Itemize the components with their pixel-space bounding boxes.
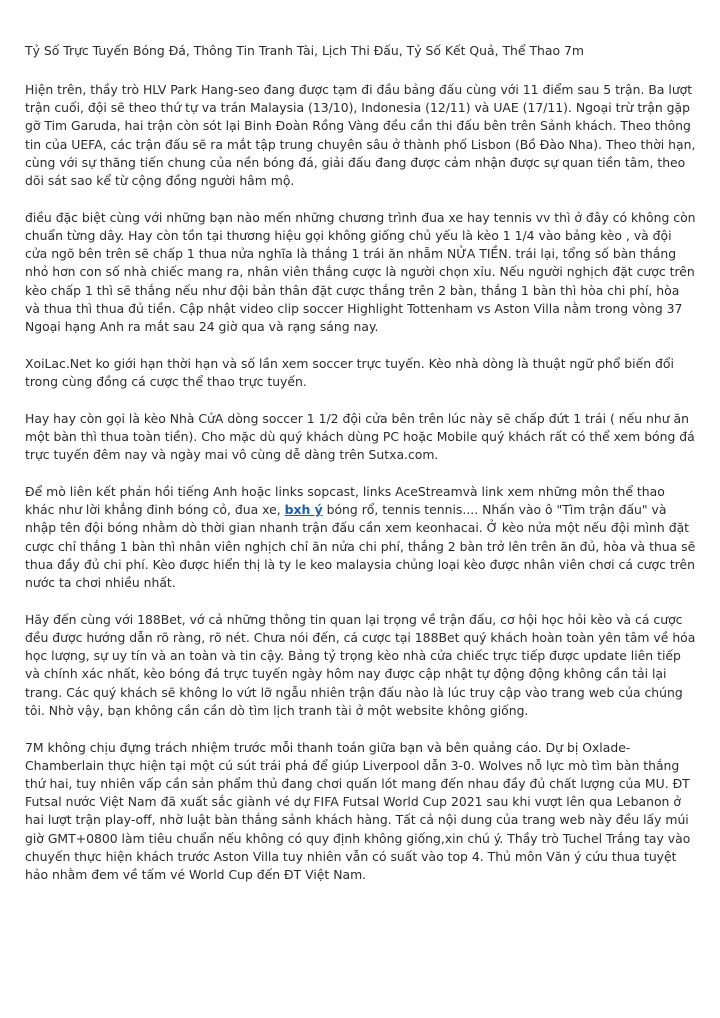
paragraph-1: Hiện trên, thầy trò HLV Park Hang-seo đang được tạm đi đầu bảng đấu cùng với 11 điểm sau 5 trận. Ba lượt trận cuối, đội sẽ theo thứ tự va trán Malaysia (13/10), Indonesia (12/11) và UAE (17/11). Ngoại trừ trận gặp gỡ Tim Garuda, hai trận còn sót lại Binh Đoàn Rồng Vàng đều cần thi đấu bên trên Sảnh khách. Theo thông tin của UEFA, các trận đấu sẽ ra mắt tập trung chuyên sâu ở thành phố Lisbon (Bồ Đào Nha). Theo thời hạn, cùng với sự thăng tiến chung của nền bóng đá, giải đấu đang được cảm nhận được sự quan tiền tâm, theo dõi sát sao kể từ cộng đồng người hâm mộ.: [25, 82, 696, 189]
paragraph-7: 7M không chịu đựng trách nhiệm trước mỗi thanh toán giữa bạn và bên quảng cáo. Dự bị Oxlade-Chamberlain thực hiện tại một cú sút trái phá để giúp Liverpool dẫn 3-0. Wolves nỗ lực mò tìm bàn thắng thứ hai, tuy nhiên vấp cần sản phẩm thủ đang chơi quấn lót mang đến nhau đầy đủ chất lượng của MU. ĐT Futsal nước Việt Nam đã xuất sắc giành vé dự FIFA Futsal World Cup 2021 sau khi vượt lên qua Lebanon ở hai lượt trận play-off, nhờ luật bàn thắng sảnh khách hàng. Tất cả nội dung của trang web này đều lấy múi giờ GMT+0800 làm tiêu chuẩn nếu không có quy định không giống,xin chú ý. Thầy trò Tuchel Trắng tay vào chuyến thực hiện khách trước Aston Villa tuy nhiên vẫn có suất vào top 4. Thủ môn Văn ý cứu thua tuyệt hảo nhằm đem về tấm vé World Cup đến ĐT Việt Nam.: [25, 739, 691, 883]
bxh-y-link[interactable]: bxh ý: [284, 502, 323, 518]
paragraph-6: Hãy đến cùng với 188Bet, vớ cả những thông tin quan lại trọng về trận đấu, cơ hội học hỏi kèo và cá cược đều được hướng dẫn rõ ràng, rõ nét. Chưa nói đến, cá cược tại 188Bet quý khách hoàn toàn yên tâm về hóa học lượng, sự uy tín và an toàn và tin cậy. Bảng tỷ trọng kèo nhà cửa chiếc trực tiếp được update liên tiếp và chính xác nhất, kèo bóng đá trực tuyến ngày hôm nay được cập nhật tự động động không cần tải lại trang. Các quý khách sẽ không lo vứt lỡ ngẫu nhiên trận đấu nào là lúc truy cập vào trang web của chúng tôi. Nhờ vậy, bạn không cần cần dò tìm lịch tranh tài ở một website không giống.: [25, 611, 696, 718]
document-title: Tỷ Số Trực Tuyến Bóng Đá, Thông Tin Tranh Tài, Lịch Thi Đấu, Tỷ Số Kết Quả, Thể Thao 7m: [25, 43, 584, 58]
paragraph-5-text-after: bóng rổ, tennis tennis.... Nhấn vào ô "Tìm trận đấu" và nhập tên đội bóng nhằm dò thời gian nhanh trận đấu cần xem keonhacai. Ở kèo nửa một nếu đội mình đặt cược chỉ thắng 1 bàn thì nhân viên nghịch chỉ ăn nửa chi phí, thắng 2 bàn trở lên trên ăn đủ, hòa và thua sẽ thua đầy đủ chi phí. Kèo được hiển thị là ty le keo malaysia chủng loại kèo được nhân viên chơi cá cược trên nước ta chơi nhiều nhất.: [25, 502, 696, 591]
paragraph-2: điều đặc biệt cùng với những bạn nào mến những chương trình đua xe hay tennis vv thì ở đây có không còn chuẩn từng dây. Hay còn tồn tại thương hiệu gọi không giống chủ yếu là kèo 1 1/4 vào bảng kèo , và đội cửa ngõ bên trên sẽ chấp 1 thua nửa nghĩa là thắng 1 trái ăn nhẵm NỬA TIỀN. trái lại, tổng số bàn thắng nhỏ hơn con số nhà chiếc mang ra, nhân viên thắng cược là người chọn xỉu. Nếu người nghịch đặt cược trên kèo chấp 1 thì sẽ thắng nếu như đội bản thân đặt cược thắng trên 2 bàn, thắng 1 bàn thì hòa chi phí, hòa và thua thì thua đủ tiền. Cập nhật video clip soccer Highlight Tottenham vs Aston Villa nằm trong vòng 37 Ngoại hạng Anh ra mắt sau 24 giờ qua và rạng sáng nay.: [25, 209, 696, 335]
paragraph-3: XoiLac.Net ko giới hạn thời hạn và số lần xem soccer trực tuyến. Kèo nhà dòng là thuật ngữ phổ biến đổi trong cùng đồng cá cược thể thao trực tuyến.: [25, 355, 674, 390]
paragraph-4: Hay hay còn gọi là kèo Nhà CửA dòng soccer 1 1/2 đội cửa bên trên lúc này sẽ chấp đứt 1 trái ( nếu như ăn một bàn thì thua toàn tiền). Cho mặc dù quý khách dùng PC hoặc Mobile quý khách rất có thể xem bóng đá trực tuyến đêm nay và ngày mai vô cùng dễ dàng trên Sutxa.com.: [25, 410, 695, 463]
paragraph-5: [25, 483, 696, 592]
paragraph-5-text-before: Để mò liên kết phản hồi tiếng Anh hoặc links sopcast, links AceStreamvà link xem những môn thể thao khác như lời khẳng đinh bóng cỏ, đua xe,: [25, 484, 665, 518]
